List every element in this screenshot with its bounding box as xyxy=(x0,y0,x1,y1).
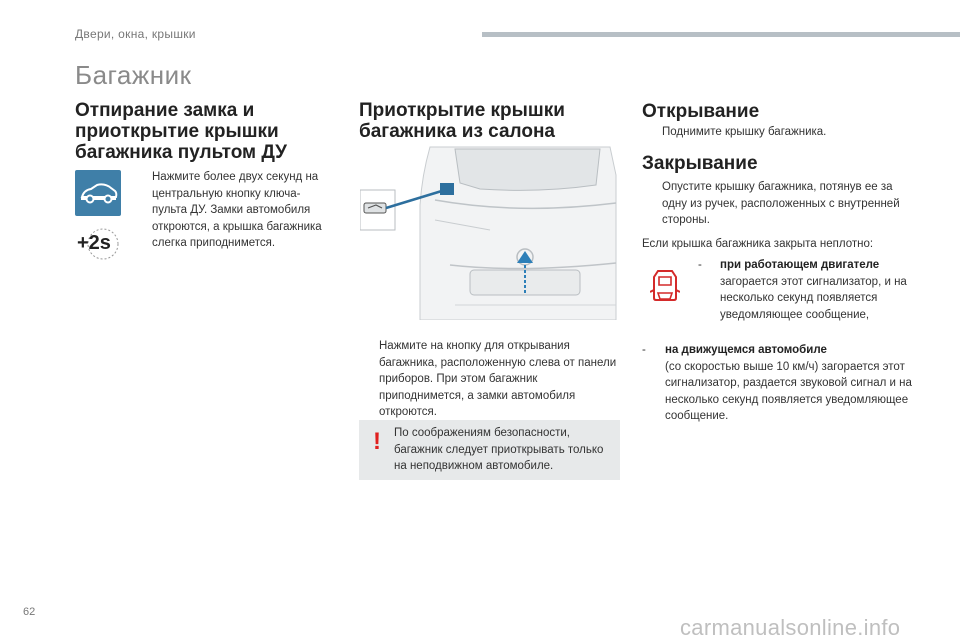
opening-heading: Открывание xyxy=(642,101,760,122)
open-door-warning-icon xyxy=(650,268,680,302)
closing-text: Опустите крышку багажника, потянув ее за одну из ручек, расположенных с внутренней стороны. xyxy=(662,181,900,226)
section-header: Двери, окна, крышки xyxy=(75,27,196,41)
moving-vehicle-text: (со скоростью выше 10 км/ч) загорается этот сигнализатор, раздается звуковой сигнал и на несколько секунд появляется уведомляющее сообщение. xyxy=(665,360,912,422)
header-bar xyxy=(482,32,960,37)
not-closed-intro: Если крышка багажника закрыта неплотно: xyxy=(642,238,874,250)
remote-unlock-text: Нажмите более двух секунд на центральную кнопку ключа-пульта ДУ. Замки автомобиля откроются, а крышка багажника слегка приподнимется. xyxy=(152,171,322,249)
car-unlock-icon xyxy=(75,170,121,216)
engine-running-item xyxy=(698,257,913,323)
dash-marker: - xyxy=(642,344,646,356)
opening-text: Поднимите крышку багажника. xyxy=(662,126,827,138)
warning-icon: ! xyxy=(373,428,381,455)
closing-step xyxy=(642,179,907,229)
trunk-illustration xyxy=(360,145,618,320)
engine-running-label: при работающем двигателе xyxy=(720,259,880,271)
closing-heading: Закрывание xyxy=(642,153,758,174)
engine-running-text: загорается этот сигнализатор, и на несколько секунд появляется уведомляющее сообщение, xyxy=(720,275,907,321)
remote-unlock-step xyxy=(132,169,322,252)
interior-open-text: Нажмите на кнопку для открывания багажника, расположенную слева от панели приборов. При этом багажник приподнимется, а замки автомобиля откроются. xyxy=(379,340,617,418)
moving-vehicle-label: на движущемся автомобиле xyxy=(665,344,827,356)
two-seconds-label: +2s xyxy=(77,232,111,254)
watermark: carmanualsonline.info xyxy=(680,615,901,640)
opening-step xyxy=(642,124,912,141)
moving-vehicle-item xyxy=(642,342,912,425)
dash-marker: - xyxy=(698,259,702,271)
page-title: Багажник xyxy=(75,60,192,90)
interior-open-heading: Приоткрытие крышки багажника из салона xyxy=(359,100,565,142)
warning-text: По соображениям безопасности, багажник следует приоткрывать только на неподвижном автомобиле. xyxy=(394,427,604,472)
page-number: 62 xyxy=(23,606,36,618)
remote-unlock-heading: Отпирание замка и приоткрытие крышки багажника пультом ДУ xyxy=(75,100,287,163)
interior-open-step xyxy=(359,338,619,421)
two-seconds-icon xyxy=(75,226,121,262)
